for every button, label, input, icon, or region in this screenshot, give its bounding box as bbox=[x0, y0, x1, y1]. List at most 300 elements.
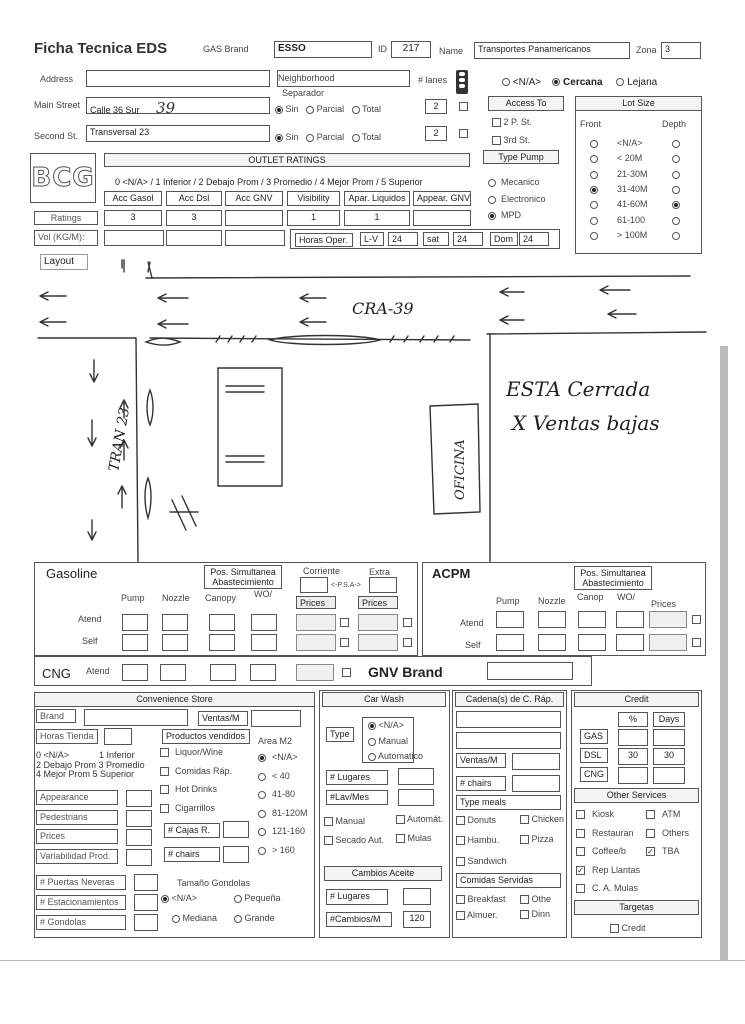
cw-lugares-field[interactable] bbox=[398, 768, 434, 785]
dom-label: Dom bbox=[490, 232, 518, 246]
outlet-rating-field[interactable]: 1 bbox=[344, 210, 410, 226]
note-line-1: ESTA Cerrada bbox=[506, 377, 651, 401]
service-check[interactable] bbox=[576, 829, 585, 838]
count-field[interactable] bbox=[134, 914, 158, 931]
service-label: ATM bbox=[662, 809, 681, 819]
cw-mulas-check[interactable] bbox=[396, 834, 405, 843]
count-field[interactable] bbox=[134, 874, 158, 891]
acpm-price-cell[interactable] bbox=[649, 611, 687, 628]
vol-label: Vol (KG/M): bbox=[34, 230, 98, 246]
cng-nozzle-field[interactable] bbox=[160, 664, 186, 681]
sin-radio-2[interactable] bbox=[275, 134, 283, 142]
cw-lugares-label: # Lugares bbox=[326, 770, 388, 785]
lot-depth-label: Depth bbox=[662, 119, 687, 129]
service-check[interactable]: ✓ bbox=[647, 847, 654, 856]
extra-label: Extra bbox=[369, 567, 391, 577]
cajas-field[interactable] bbox=[223, 821, 249, 838]
horas-oper-label: Horas Oper. bbox=[295, 233, 353, 247]
na-proximity-radio[interactable] bbox=[502, 78, 510, 86]
meal-pizza-check[interactable] bbox=[520, 835, 529, 844]
separador-main-options: Sin Parcial Total bbox=[275, 104, 381, 114]
scan-edge bbox=[720, 346, 728, 960]
mecanico-radio[interactable] bbox=[488, 179, 496, 187]
cng-wo-field[interactable] bbox=[250, 664, 276, 681]
area-option: 121-160 bbox=[272, 826, 306, 836]
acpm-col-nozzle: Nozzle bbox=[538, 596, 566, 606]
attribute-label: Variabilidad Prod. bbox=[36, 849, 118, 864]
main-street-handwritten: 39 bbox=[156, 99, 176, 114]
lot-depth-radio[interactable] bbox=[672, 140, 680, 148]
producto-check[interactable] bbox=[160, 804, 169, 813]
main-street-label: Main Street bbox=[34, 100, 81, 110]
credit-row-label: GAS bbox=[580, 729, 608, 744]
access-option-3rd: 3rd St. bbox=[492, 135, 530, 145]
outlet-rating-field[interactable] bbox=[225, 210, 283, 226]
lot-size-option: <N/A> bbox=[617, 138, 643, 148]
conv-chairs-field[interactable] bbox=[223, 846, 249, 863]
count-label: # Puertas Neveras bbox=[36, 875, 126, 890]
producto-label: Hot Drinks bbox=[175, 784, 218, 794]
gasoline-price-cell[interactable] bbox=[296, 634, 336, 651]
credit-card-check[interactable] bbox=[610, 924, 619, 933]
sin-radio[interactable] bbox=[275, 106, 283, 114]
gnv-brand-label: GNV Brand bbox=[368, 664, 443, 680]
lot-size-option: 61-100 bbox=[617, 214, 646, 225]
extra-field[interactable] bbox=[369, 577, 397, 593]
cw-lav-mes-field[interactable] bbox=[398, 789, 434, 806]
meal-chicken-check[interactable] bbox=[520, 815, 529, 824]
service-check[interactable] bbox=[576, 884, 585, 893]
outlet-ratings-header: OUTLET RATINGS bbox=[104, 153, 470, 167]
area-option: <N/A> bbox=[272, 752, 298, 762]
psa-label: <-P.S.A-> bbox=[331, 582, 361, 589]
ratings-scale: 0 <N/A> / 1 Inferior / 2 Debajo Prom / 3 Promedio / 4 Mejor Prom / 5 Superior bbox=[115, 177, 423, 187]
gasoline-price-check[interactable] bbox=[403, 638, 412, 647]
meal-donuts: Donuts bbox=[456, 815, 496, 825]
acpm-row-self: Self bbox=[465, 640, 481, 650]
cw-type-auto: Automatico bbox=[368, 751, 423, 761]
attribute-label: Appearance bbox=[36, 790, 118, 805]
pump-mecanico: Mecanico bbox=[488, 177, 540, 187]
sat-label: sat bbox=[423, 232, 449, 246]
cw-check-automat: Automát. bbox=[396, 814, 443, 824]
lejana-radio[interactable] bbox=[616, 78, 624, 86]
serv-breakfast-check[interactable] bbox=[456, 895, 465, 904]
lot-size-option: < 20M bbox=[617, 153, 643, 164]
area-radio[interactable] bbox=[258, 828, 266, 836]
attribute-label: Pedestrians bbox=[36, 810, 118, 825]
zona-label: Zona bbox=[636, 45, 657, 55]
name-label: Name bbox=[439, 46, 464, 56]
serv-breakfast: Breakfast bbox=[456, 894, 506, 904]
total-radio[interactable] bbox=[352, 106, 360, 114]
dom-field[interactable]: 24 bbox=[519, 232, 549, 246]
access-2p-check[interactable] bbox=[492, 118, 501, 127]
credit-days-field[interactable]: 30 bbox=[653, 748, 685, 765]
service-check[interactable] bbox=[576, 810, 585, 819]
cambios-m-label: #Cambios/M bbox=[326, 912, 392, 927]
conv-chairs-label: # chairs bbox=[164, 847, 220, 862]
corriente-label: Corriente bbox=[303, 566, 341, 576]
gas-prices-1: Prices bbox=[296, 596, 336, 609]
cng-title: CNG bbox=[42, 666, 71, 681]
acpm-title: ACPM bbox=[432, 566, 471, 581]
lot-depth-radio[interactable] bbox=[672, 217, 680, 225]
lot-depth-radio[interactable] bbox=[672, 186, 680, 194]
cng-price-check[interactable] bbox=[342, 668, 351, 677]
area-option: < 40 bbox=[272, 770, 290, 781]
gasoline-cell[interactable] bbox=[122, 614, 148, 631]
gas-col-pump: Pump bbox=[121, 593, 145, 603]
gasoline-cell[interactable] bbox=[209, 634, 235, 651]
producto-check[interactable] bbox=[160, 767, 169, 776]
service-check[interactable] bbox=[576, 847, 585, 856]
acpm-col-pump: Pump bbox=[496, 596, 520, 606]
proximity-options: <N/A> Cercana Lejana bbox=[502, 77, 657, 88]
acpm-col-canop: Canop bbox=[577, 592, 604, 602]
area-radio[interactable] bbox=[258, 847, 266, 855]
gas-brand-field[interactable]: ESSO bbox=[274, 41, 372, 58]
gondola-na-radio[interactable] bbox=[161, 895, 169, 903]
gondola-na: <N/A> bbox=[161, 893, 197, 903]
area-radio[interactable] bbox=[258, 791, 266, 799]
credit-pct-field[interactable] bbox=[618, 767, 648, 784]
cw-type-manual: Manual bbox=[368, 736, 408, 746]
outlet-rating-field[interactable]: 3 bbox=[104, 210, 162, 226]
cw-secado-check[interactable] bbox=[324, 836, 333, 845]
attribute-field[interactable] bbox=[126, 849, 152, 866]
meal-chicken: Chicken bbox=[520, 814, 564, 824]
cambios-m-field[interactable]: 120 bbox=[403, 911, 431, 928]
cambios-lugares-label: # Lugares bbox=[326, 889, 388, 905]
outlet-column-header: Visibility bbox=[287, 191, 340, 206]
lv-label: L-V bbox=[360, 232, 384, 246]
credit-pct-field[interactable] bbox=[618, 729, 648, 746]
area-radio[interactable] bbox=[258, 773, 266, 781]
lot-size-option: 21-30M bbox=[617, 168, 648, 179]
cadena-field-2[interactable] bbox=[456, 732, 561, 749]
address-field[interactable] bbox=[86, 70, 270, 87]
outlet-column-header: Acc Dsl bbox=[166, 191, 222, 206]
attribute-label: Prices bbox=[36, 829, 118, 844]
gas-row-atend: Atend bbox=[78, 614, 102, 624]
lot-depth-radio[interactable] bbox=[672, 232, 680, 240]
corriente-field[interactable] bbox=[300, 577, 328, 593]
service-check[interactable]: ✓ bbox=[577, 865, 584, 875]
acpm-price-check[interactable] bbox=[692, 615, 701, 624]
lot-front-radio[interactable] bbox=[590, 171, 598, 179]
lv-field[interactable]: 24 bbox=[388, 232, 418, 246]
area-radio[interactable] bbox=[258, 810, 266, 818]
cw-type-na: <N/A> bbox=[368, 720, 404, 730]
acpm-price-cell[interactable] bbox=[649, 634, 687, 651]
gasoline-price-cell[interactable] bbox=[358, 634, 398, 651]
lot-front-radio[interactable] bbox=[590, 140, 598, 148]
electronico-radio[interactable] bbox=[488, 196, 496, 204]
lot-size-option: 41-60M bbox=[617, 199, 648, 210]
gasoline-price-cell[interactable] bbox=[296, 614, 336, 631]
lot-size-option: 31-40M bbox=[617, 183, 648, 194]
zona-field[interactable]: 3 bbox=[661, 42, 701, 59]
count-field[interactable] bbox=[134, 894, 158, 911]
brand-label: Brand bbox=[36, 709, 76, 723]
area-m2-label: Area M2 bbox=[258, 736, 293, 746]
lot-size-option: > 100M bbox=[617, 229, 648, 240]
gasoline-cell[interactable] bbox=[162, 634, 188, 651]
access-3rd-check[interactable] bbox=[492, 136, 501, 145]
credit-pct-field[interactable]: 30 bbox=[618, 748, 648, 765]
gondola-mediana-radio[interactable] bbox=[172, 915, 180, 923]
outlet-column-header: Acc GNV bbox=[225, 191, 283, 206]
gas-col-wo: WO/ bbox=[254, 589, 272, 599]
attribute-field[interactable] bbox=[126, 810, 152, 827]
lanes-main-check[interactable] bbox=[459, 102, 468, 111]
bcg-logo: BCG bbox=[30, 153, 96, 203]
layout-label: Layout bbox=[40, 254, 88, 270]
lanes-main-field[interactable]: 2 bbox=[425, 99, 447, 114]
gasoline-price-check[interactable] bbox=[340, 618, 349, 627]
credit-days-field[interactable] bbox=[653, 729, 685, 746]
total-radio-2[interactable] bbox=[352, 134, 360, 142]
type-meals-header: Type meals bbox=[456, 795, 561, 810]
cng-atend-label: Atend bbox=[86, 666, 110, 676]
acpm-cell[interactable] bbox=[496, 634, 524, 651]
gasoline-cell[interactable] bbox=[162, 614, 188, 631]
cadena-header: Cadena(s) de C. Ráp. bbox=[455, 692, 564, 707]
lanes-second-check[interactable] bbox=[459, 129, 468, 138]
service-label: C. A. Mulas bbox=[592, 883, 639, 893]
parcial-radio-2[interactable] bbox=[306, 134, 314, 142]
count-label: # Gondolas bbox=[36, 915, 126, 930]
gnv-brand-field[interactable] bbox=[487, 662, 573, 680]
cadena-field-1[interactable] bbox=[456, 711, 561, 728]
meal-sandwich-check[interactable] bbox=[456, 857, 465, 866]
serv-othe-check[interactable] bbox=[520, 895, 529, 904]
meal-pizza: Pizza bbox=[520, 834, 554, 844]
convenience-scale: 0 <N/A> 1 Inferior 2 Debajo Prom 3 Promedio 4 Mejor Prom 5 Superior bbox=[36, 750, 145, 779]
targetas-header: Targetas bbox=[574, 900, 699, 915]
main-street-field[interactable] bbox=[86, 97, 270, 114]
cadena-chairs-field[interactable] bbox=[512, 775, 560, 792]
street-left-label: TRAN 23 bbox=[106, 406, 134, 473]
area-option: > 160 bbox=[272, 844, 295, 855]
outlet-column-header: Acc Gasol bbox=[104, 191, 162, 206]
meal-hambu: Hambu. bbox=[456, 835, 499, 845]
street-top-label: CRA-39 bbox=[352, 299, 414, 318]
name-field[interactable]: Transportes Panamericanos bbox=[474, 42, 630, 59]
producto-check[interactable] bbox=[160, 785, 169, 794]
lot-size-header: Lot Size bbox=[575, 96, 702, 111]
gas-col-canopy: Canopy bbox=[205, 593, 237, 603]
neighborhood-field[interactable] bbox=[277, 70, 410, 87]
area-radio[interactable] bbox=[258, 754, 266, 762]
acpm-row-atend: Atend bbox=[460, 618, 484, 628]
serv-dinn: Dinn bbox=[520, 909, 550, 919]
lot-front-radio[interactable] bbox=[590, 186, 598, 194]
outlet-rating-field[interactable]: 1 bbox=[287, 210, 340, 226]
gasoline-cell[interactable] bbox=[251, 634, 277, 651]
separador-second-options: Sin Parcial Total bbox=[275, 132, 381, 142]
cng-price-field[interactable] bbox=[296, 664, 334, 681]
area-option: 81-120M bbox=[272, 807, 308, 818]
credit-days-field[interactable] bbox=[653, 767, 685, 784]
service-label: Rep Llantas bbox=[592, 864, 641, 875]
car-wash-type-label: Type bbox=[326, 727, 354, 742]
service-label: Coffee/b bbox=[592, 846, 626, 856]
credit-card-option: Credit bbox=[610, 923, 646, 933]
attribute-field[interactable] bbox=[126, 790, 152, 807]
vol-field-2[interactable] bbox=[166, 230, 222, 246]
acpm-col-wo: WO/ bbox=[617, 592, 635, 602]
lot-depth-radio[interactable] bbox=[672, 171, 680, 179]
cw-auto-radio[interactable] bbox=[368, 753, 376, 761]
vol-field-1[interactable] bbox=[104, 230, 164, 246]
area-option: 41-80 bbox=[272, 789, 296, 799]
gasoline-cell[interactable] bbox=[122, 634, 148, 651]
gondola-pequena-radio[interactable] bbox=[234, 895, 242, 903]
cw-check-manual: Manual bbox=[324, 816, 365, 826]
meal-hambu-check[interactable] bbox=[456, 836, 465, 845]
acpm-cell[interactable] bbox=[578, 634, 606, 651]
service-label: Restauran bbox=[592, 827, 634, 838]
acpm-cell[interactable] bbox=[616, 611, 644, 628]
type-pump-header: Type Pump bbox=[483, 150, 559, 164]
scan-bottom-edge bbox=[0, 960, 745, 961]
service-check[interactable] bbox=[646, 810, 655, 819]
cadena-ventas-field[interactable] bbox=[512, 753, 560, 770]
lanes-second-field[interactable]: 2 bbox=[425, 126, 447, 141]
count-label: # Estacionamientos bbox=[36, 895, 126, 910]
serv-dinn-check[interactable] bbox=[520, 910, 529, 919]
gasoline-price-cell[interactable] bbox=[358, 614, 398, 631]
gas-brand-label: GAS Brand bbox=[203, 44, 249, 54]
main-street-value: Calle 36 Sur bbox=[90, 105, 140, 114]
producto-label: Cigarrillos bbox=[175, 802, 216, 813]
gondola-mediana: Mediana bbox=[172, 913, 217, 923]
credit-days-header: Days bbox=[653, 712, 685, 727]
pump-mpd: MPD bbox=[488, 210, 521, 220]
lot-front-radio[interactable] bbox=[590, 217, 598, 225]
acpm-cell[interactable] bbox=[538, 634, 566, 651]
gasoline-title: Gasoline bbox=[46, 566, 98, 581]
outlet-rating-field[interactable] bbox=[413, 210, 471, 226]
gasoline-cell[interactable] bbox=[209, 614, 235, 631]
cw-manual-check[interactable] bbox=[324, 817, 333, 826]
gasoline-price-check[interactable] bbox=[403, 618, 412, 627]
parcial-radio[interactable] bbox=[306, 106, 314, 114]
cw-automat-check[interactable] bbox=[396, 815, 405, 824]
service-label: Kiosk bbox=[592, 809, 615, 819]
id-field[interactable]: 217 bbox=[391, 41, 431, 58]
acpm-cell[interactable] bbox=[616, 634, 644, 651]
service-label: TBA bbox=[662, 846, 680, 856]
cw-manual-radio[interactable] bbox=[368, 738, 376, 746]
cajas-label: # Cajas R. bbox=[164, 823, 220, 838]
credit-header: Credit bbox=[574, 692, 699, 707]
producto-check[interactable] bbox=[160, 748, 169, 757]
serv-almuer-check[interactable] bbox=[456, 911, 465, 920]
access-option-2p: 2 P. St. bbox=[492, 117, 532, 127]
ventas-m-field[interactable] bbox=[251, 710, 301, 727]
cadena-ventas-label: Ventas/M bbox=[456, 753, 506, 768]
horas-tienda-field[interactable] bbox=[104, 728, 132, 745]
acpm-price-check[interactable] bbox=[692, 638, 701, 647]
cw-check-secado: Secado Aut. bbox=[324, 835, 384, 845]
producto-label: Comidas Ráp. bbox=[175, 765, 233, 776]
vol-field-3[interactable] bbox=[225, 230, 285, 246]
service-check[interactable] bbox=[646, 829, 655, 838]
productos-vendidos-button[interactable]: Productos vendidos bbox=[162, 729, 250, 744]
neighborhood-label: Neighborhood bbox=[278, 73, 335, 83]
gas-row-self: Self bbox=[82, 636, 98, 646]
lanes-label: # lanes bbox=[418, 75, 448, 85]
acpm-cell[interactable] bbox=[538, 611, 566, 628]
office-label: OFICINA bbox=[453, 439, 468, 500]
outlet-column-header: Appear. GNV bbox=[413, 191, 471, 206]
gas-prices-2: Prices bbox=[358, 596, 398, 609]
note-line-2: X Ventas bajas bbox=[512, 411, 660, 435]
service-label: Others bbox=[662, 827, 690, 838]
layout-sketch bbox=[30, 250, 720, 565]
horas-tienda-label: Horas Tienda bbox=[36, 729, 98, 744]
comidas-servidas-header: Comidas Servidas bbox=[456, 873, 561, 888]
sat-field[interactable]: 24 bbox=[453, 232, 483, 246]
gondola-pequena: Pequeña bbox=[234, 893, 281, 903]
gondolas-title: Tamaño Gondolas bbox=[177, 878, 251, 888]
attribute-field[interactable] bbox=[126, 829, 152, 846]
serv-almuer: Almuer. bbox=[456, 910, 498, 920]
gondola-grande-radio[interactable] bbox=[234, 915, 242, 923]
gondola-grande: Grande bbox=[234, 913, 275, 923]
credit-row-label: CNG bbox=[580, 767, 608, 782]
cw-lav-mes-label: #Lav/Mes bbox=[326, 790, 388, 805]
access-to-header: Access To bbox=[488, 96, 564, 111]
second-street-field[interactable]: Transversal 23 bbox=[86, 125, 270, 142]
cng-canopy-field[interactable] bbox=[210, 664, 236, 681]
cng-pump-field[interactable] bbox=[122, 664, 148, 681]
address-label: Address bbox=[40, 74, 74, 84]
pump-electronico: Electronico bbox=[488, 194, 546, 204]
id-label: ID bbox=[378, 44, 387, 54]
separador-label: Separador bbox=[282, 88, 325, 98]
gasoline-price-check[interactable] bbox=[340, 638, 349, 647]
meal-sandwich: Sandwich bbox=[456, 856, 507, 866]
other-services-header: Other Services bbox=[574, 788, 699, 803]
outlet-column-header: Apar. Liquidos bbox=[344, 191, 410, 206]
cambios-aceite-header: Cambios Aceite bbox=[324, 866, 442, 881]
meal-donuts-check[interactable] bbox=[456, 816, 465, 825]
lot-front-label: Front bbox=[580, 119, 602, 129]
cw-na-radio[interactable] bbox=[368, 722, 376, 730]
acpm-cell[interactable] bbox=[496, 611, 524, 628]
outlet-rating-field[interactable]: 3 bbox=[166, 210, 222, 226]
lot-front-radio[interactable] bbox=[590, 232, 598, 240]
gasoline-cell[interactable] bbox=[251, 614, 277, 631]
acpm-cell[interactable] bbox=[578, 611, 606, 628]
gas-col-nozzle: Nozzle bbox=[162, 593, 190, 603]
convenience-header: Convenience Store bbox=[34, 692, 315, 707]
gasoline-pos-simultanea: Pos. Simultanea Abastecimiento bbox=[204, 565, 282, 589]
cw-check-mulas: Mulas bbox=[396, 833, 432, 843]
mpd-radio[interactable] bbox=[488, 212, 496, 220]
acpm-prices-label: Prices bbox=[651, 599, 677, 609]
brand-field[interactable] bbox=[84, 709, 188, 726]
car-wash-header: Car Wash bbox=[322, 692, 446, 707]
form-title: Ficha Tecnica EDS bbox=[34, 40, 168, 57]
cambios-lugares-field[interactable] bbox=[403, 888, 431, 905]
cercana-radio[interactable] bbox=[552, 78, 560, 86]
ventas-m-label: Ventas/M bbox=[198, 711, 248, 726]
